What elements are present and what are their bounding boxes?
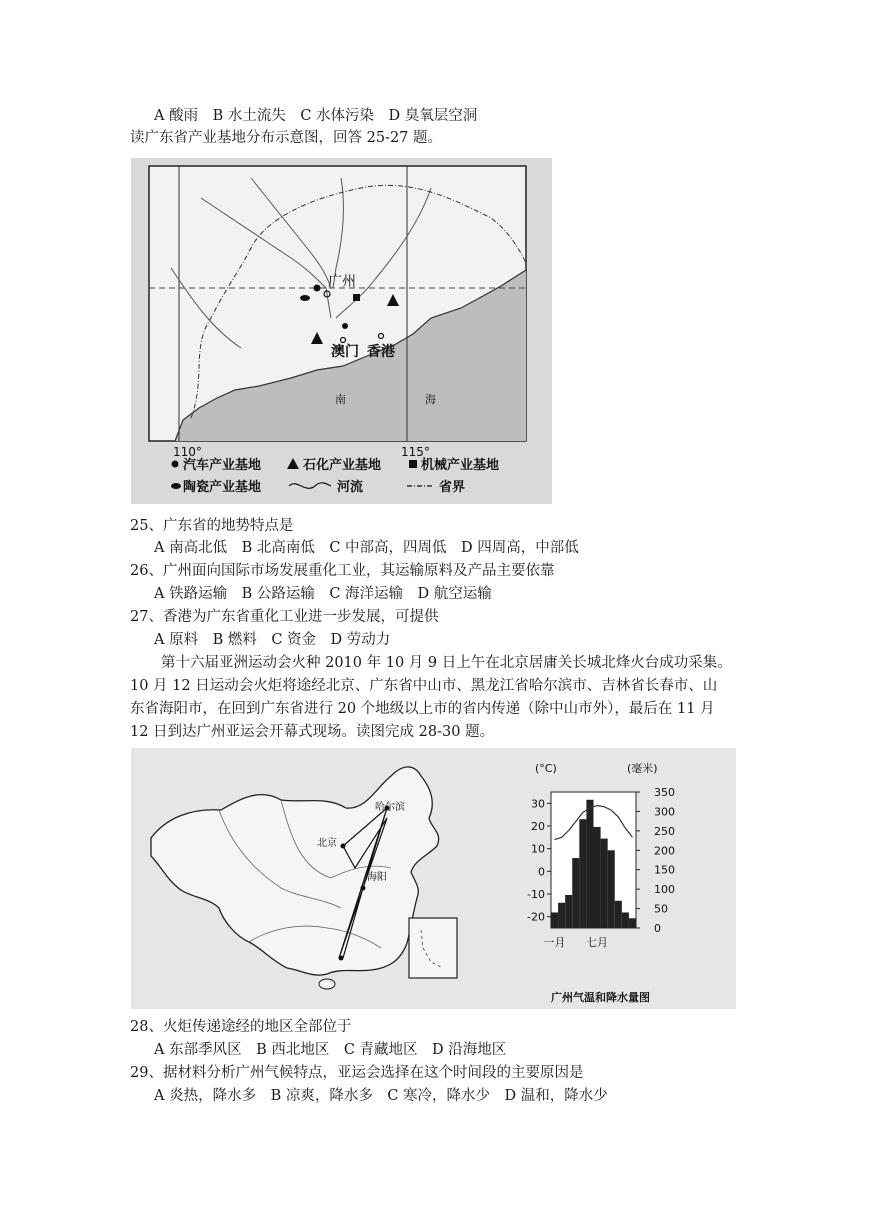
right-tick-label: 50 <box>654 902 668 916</box>
longitude-110-label: 110° <box>173 445 202 459</box>
intro-map-question: 读广东省产业基地分布示意图，回答 25-27 题。 <box>130 130 443 146</box>
guangdong-industry-map <box>131 158 552 504</box>
q29-options: A 炎热，降水多 B 凉爽，降水多 C 寒冷，降水少 D 温和，降水少 <box>154 1088 608 1104</box>
chart-right-unit: (毫米) <box>627 762 658 775</box>
precip-bar-5 <box>579 819 586 928</box>
left-tick-label: 20 <box>531 820 545 833</box>
legend-petro-icon <box>287 458 299 469</box>
south-sea-inset <box>409 918 457 978</box>
right-tick-label: 300 <box>654 805 675 819</box>
right-tick-label: 0 <box>654 922 661 935</box>
chart-title: 广州气温和降水量图 <box>551 991 650 1004</box>
machine-base-marker <box>353 294 360 301</box>
longitude-115-label: 115° <box>401 445 430 459</box>
paragraph-line-4: 12 日到达广州亚运会开幕式现场。读图完成 28-30 题。 <box>130 724 495 740</box>
precip-bar-1 <box>551 912 558 928</box>
legend-machine-icon <box>409 460 417 468</box>
china-outline <box>151 767 439 975</box>
left-tick-label: -10 <box>527 888 545 901</box>
q28-stem: 28、火炬传递途经的地区全部位于 <box>130 1019 352 1035</box>
q27-options: A 原料 B 燃料 C 资金 D 劳动力 <box>154 632 391 648</box>
precip-bar-8 <box>601 839 608 928</box>
x-label-jul: 七月 <box>586 936 609 949</box>
paragraph-line-2: 10 月 12 日运动会火炬将途经北京、广东省中山市、黑龙江省哈尔滨市、吉林省长春市、山 <box>130 678 718 694</box>
legend-river-icon <box>289 483 331 488</box>
legend-auto-label: 汽车产业基地 <box>183 458 262 473</box>
right-tick-label: 150 <box>654 863 675 877</box>
precip-bar-7 <box>594 827 601 928</box>
legend-petro-label: 石化产业基地 <box>303 458 382 473</box>
q27-stem: 27、香港为广东省重化工业进一步发展，可提供 <box>130 609 439 625</box>
right-tick-label: 100 <box>654 883 675 897</box>
precip-bar-6 <box>586 800 593 928</box>
legend-ceramic-icon <box>171 483 181 489</box>
left-tick-label: 30 <box>531 797 545 811</box>
paragraph-line-1: 第十六届亚洲运动会火种 2010 年 10 月 9 日上午在北京居庸关长城北烽火台成功采集。 <box>161 655 732 671</box>
q28-options: A 东部季风区 B 西北地区 C 青藏地区 D 沿海地区 <box>154 1042 507 1058</box>
q29-stem: 29、据材料分析广州气候特点，亚运会选择在这个时间段的主要原因是 <box>130 1065 584 1081</box>
right-tick-label: 200 <box>654 844 675 858</box>
left-tick-label: -20 <box>527 910 545 924</box>
left-tick-label: 10 <box>531 842 545 856</box>
right-tick-label: 350 <box>654 786 675 799</box>
macau-label: 澳门 <box>331 344 359 360</box>
legend-border-label: 省界 <box>439 480 466 495</box>
precip-bar-10 <box>615 901 622 928</box>
x-label-jan: 一月 <box>543 936 566 949</box>
q26-options: A 铁路运输 B 公路运输 C 海洋运输 D 航空运输 <box>154 586 492 602</box>
harbin-label: 哈尔滨 <box>375 802 405 813</box>
right-tick-label: 250 <box>654 824 675 838</box>
ceramic-base-marker <box>300 295 310 301</box>
precip-bar-12 <box>629 918 636 928</box>
legend-river-label: 河流 <box>337 480 364 495</box>
precip-bar-11 <box>622 912 629 928</box>
torch-relay-figure <box>131 748 736 1009</box>
hongkong-label: 香港 <box>367 344 395 360</box>
left-tick-label: 0 <box>538 865 545 879</box>
precip-bar-4 <box>572 858 579 928</box>
auto-base-marker <box>314 285 321 292</box>
paragraph-line-3: 东省海阳市，在回到广东省进行 20 个地级以上市的省内传递（除中山市外），最后在 11 月 <box>130 701 715 717</box>
guangzhou-label: 广州 <box>328 274 356 290</box>
legend-machine-label: 机械产业基地 <box>421 458 500 473</box>
q25-stem: 25、广东省的地势特点是 <box>130 518 294 534</box>
legend-ceramic-label: 陶瓷产业基地 <box>183 480 262 495</box>
precip-bar-3 <box>565 895 572 928</box>
hainan-island <box>319 979 335 989</box>
guangzhou-climate-chart <box>527 761 675 1004</box>
q25-options: A 南高北低 B 北高南低 C 中部高，四周低 D 四周高，中部低 <box>154 540 579 556</box>
haiyang-label: 海阳 <box>367 872 387 883</box>
beijing-label: 北京 <box>317 838 337 849</box>
precip-bar-9 <box>608 850 615 928</box>
legend-auto-icon <box>172 461 179 468</box>
auto-base-marker-2 <box>342 323 348 329</box>
sea-label-1: 南 <box>335 393 346 406</box>
chart-left-unit: (°C) <box>535 762 557 775</box>
precip-bar-2 <box>558 903 565 928</box>
q24-options: A 酸雨 B 水土流失 C 水体污染 D 臭氧层空洞 <box>154 108 478 124</box>
q26-stem: 26、广州面向国际市场发展重化工业，其运输原料及产品主要依靠 <box>130 563 555 579</box>
sea-label-2: 海 <box>425 393 436 406</box>
